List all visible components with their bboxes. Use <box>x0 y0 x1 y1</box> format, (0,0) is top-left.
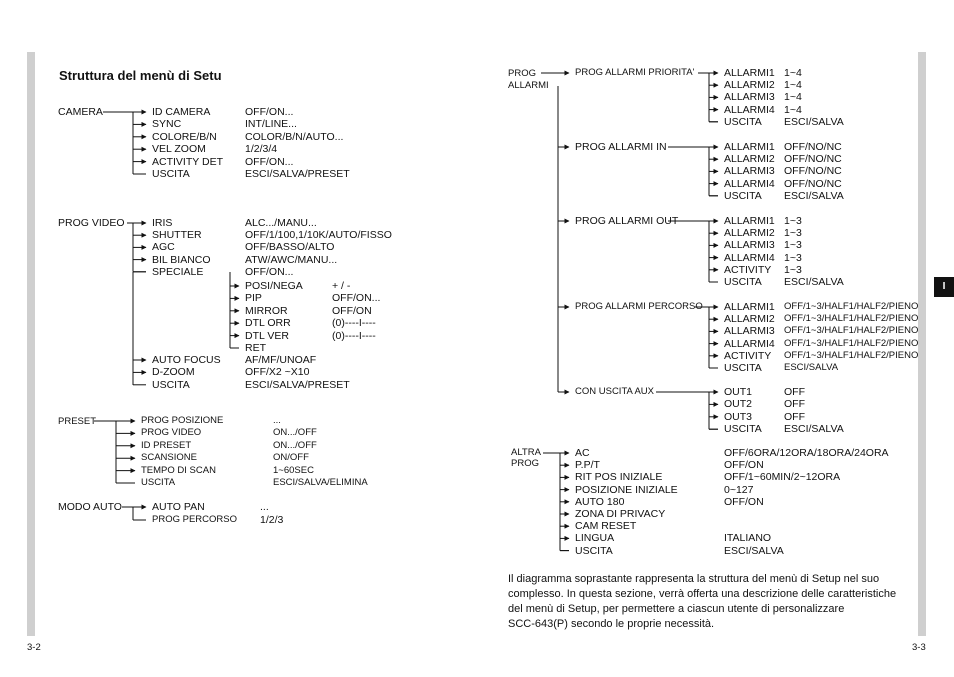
menu-item-value: ON/OFF <box>273 452 309 464</box>
page-number-right: 3-3 <box>912 642 926 653</box>
menu-item-label: USCITA <box>152 168 190 180</box>
menu-item-value: OFF/ON... <box>245 265 294 278</box>
menu-item-label: USCITA <box>152 378 190 391</box>
menu-item-label: DTL ORR <box>245 317 291 330</box>
menu-root-altra-prog: ALTRA <box>511 447 541 458</box>
menu-item-label: POSI/NEGA <box>245 280 303 292</box>
menu-item-value: ON.../OFF <box>273 439 317 451</box>
menu-item-label: ALLARMI3 <box>724 165 775 178</box>
menu-item-value: INT/LINE... <box>245 118 297 131</box>
menu-item-label: D-ZOOM <box>152 366 195 379</box>
menu-item-value: OFF/1~60MIN/2~12ORA <box>724 471 841 484</box>
section-tab: I <box>934 277 954 297</box>
menu-item-label: AUTO 180 <box>575 495 625 508</box>
menu-item-label: CAM RESET <box>575 520 637 533</box>
menu-root-altra-prog-line2: PROG <box>511 458 539 469</box>
menu-item-value: 1~4 <box>784 91 802 104</box>
submenu-priorita: PROG ALLARMI PRIORITA' <box>575 67 695 78</box>
menu-item-label: SCANSIONE <box>141 452 197 464</box>
menu-item-label: ALLARMI1 <box>724 301 775 313</box>
menu-item-label: AUTO FOCUS <box>152 354 221 366</box>
menu-item-label: SPECIALE <box>152 265 204 278</box>
menu-item-label: PROG POSIZIONE <box>141 415 224 426</box>
menu-item-value: ITALIANO <box>724 532 772 545</box>
menu-item-label: ALLARMI1 <box>724 215 775 227</box>
menu-root-prog-allarmi-line2: ALLARMI <box>508 80 549 91</box>
menu-item-label: USCITA <box>724 362 762 374</box>
paragraph-line: Il diagramma soprastante rappresenta la struttura del menù di Setup nel suo <box>508 573 880 585</box>
menu-item-label: AUTO PAN <box>152 501 205 513</box>
menu-item-label: ID PRESET <box>141 439 192 451</box>
menu-item-value: OFF/ON... <box>245 106 294 118</box>
menu-item-label: USCITA <box>724 115 762 128</box>
paragraph-line: complesso. In questa sezione, verrà offerta una descrizione delle caratteristiche <box>508 588 897 600</box>
menu-item-value: ESCI/SALVA <box>784 189 844 202</box>
menu-item-label: ALLARMI2 <box>724 79 775 92</box>
menu-item-value: 1~4 <box>784 103 802 116</box>
menu-item-label: SYNC <box>152 118 182 131</box>
menu-item-value: OFF/NO/NC <box>784 141 842 153</box>
menu-item-value: (0)----I---- <box>332 317 376 330</box>
menu-item-label: IRIS <box>152 217 173 229</box>
menu-item-value: + / - <box>332 280 351 292</box>
menu-item-label: ALLARMI3 <box>724 325 775 338</box>
menu-item-value: 1~3 <box>784 227 802 240</box>
menu-root-camera: CAMERA <box>58 106 103 118</box>
paragraph-line: del menù di Setup, per permettere a ciascun utente di personalizzare <box>508 603 845 615</box>
menu-item-value: OFF/1~3/HALF1/HALF2/PIENO <box>784 349 919 361</box>
menu-item-label: USCITA <box>724 189 762 202</box>
menu-item-value: AF/MF/UNOAF <box>245 354 317 366</box>
menu-item-label: P.P/T <box>575 459 600 472</box>
menu-item-label: OUT2 <box>724 398 753 411</box>
menu-item-label: ALLARMI4 <box>724 177 775 190</box>
menu-item-value: 1~60SEC <box>273 464 314 476</box>
menu-item-value: 1~4 <box>784 79 802 92</box>
menu-item-value: 1~3 <box>784 263 802 276</box>
menu-item-label: ACTIVITY DET <box>152 155 223 168</box>
menu-item-value: OFF/NO/NC <box>784 153 842 166</box>
submenu-in: PROG ALLARMI IN <box>575 141 667 153</box>
menu-item-value: (0)----I---- <box>332 329 376 342</box>
menu-item-label: AC <box>575 447 590 459</box>
page-number-left: 3-2 <box>27 642 41 653</box>
menu-item-value: ... <box>260 501 269 513</box>
menu-item-label: TEMPO DI SCAN <box>141 464 216 476</box>
menu-item-value: ESCI/SALVA <box>724 544 784 557</box>
menu-item-value: OFF/ON <box>332 304 372 317</box>
menu-item-value: 1~3 <box>784 215 802 227</box>
menu-item-value: ESCI/SALVA <box>784 362 839 373</box>
menu-item-label: RIT POS INIZIALE <box>575 471 663 484</box>
menu-item-label: ACTIVITY <box>724 263 772 276</box>
menu-item-value: ESCI/SALVA/PRESET <box>245 168 350 180</box>
menu-item-label: PROG PERCORSO <box>152 514 237 525</box>
menu-item-label: ALLARMI1 <box>724 67 775 79</box>
menu-item-value: ESCI/SALVA/PRESET <box>245 378 350 391</box>
menu-item-value: OFF/ON <box>724 459 764 472</box>
menu-item-label: ACTIVITY <box>724 349 772 362</box>
menu-item-value: OFF/1~3/HALF1/HALF2/PIENO <box>784 301 919 312</box>
paragraph-line: SCC-643(P) secondo le proprie necessità. <box>508 618 715 630</box>
menu-item-value: COLOR/B/N/AUTO... <box>245 130 344 143</box>
submenu-out: PROG ALLARMI OUT <box>575 215 679 227</box>
menu-item-value: OFF/ON... <box>332 292 381 305</box>
menu-item-value: OFF/X2 ~X10 <box>245 366 310 379</box>
menu-item-label: ALLARMI2 <box>724 227 775 240</box>
menu-item-label: MIRROR <box>245 304 288 317</box>
menu-item-label: RET <box>245 342 266 354</box>
menu-item-value: 1~3 <box>784 239 802 252</box>
menu-item-label: ALLARMI4 <box>724 103 775 116</box>
menu-item-label: ZONA DI PRIVACY <box>575 508 666 520</box>
menu-item-value: ... <box>273 415 281 426</box>
menu-item-value: ALC.../MANU... <box>245 217 317 229</box>
menu-item-label: USCITA <box>724 276 762 288</box>
menu-item-label: SHUTTER <box>152 229 202 242</box>
menu-root-preset: PRESET <box>58 416 97 427</box>
menu-item-label: OUT1 <box>724 386 753 398</box>
menu-item-value: OFF <box>784 386 805 398</box>
menu-item-value: OFF/6ORA/12ORA/18ORA/24ORA <box>724 447 889 459</box>
menu-item-label: COLORE/B/N <box>152 130 217 143</box>
menu-item-label: POSIZIONE INIZIALE <box>575 483 678 496</box>
menu-item-value: ESCI/SALVA/ELIMINA <box>273 477 368 488</box>
menu-item-label: ALLARMI1 <box>724 141 775 153</box>
menu-item-value: OFF/1~3/HALF1/HALF2/PIENO <box>784 325 919 337</box>
menu-item-label: DTL VER <box>245 329 289 342</box>
menu-item-label: ALLARMI2 <box>724 313 775 326</box>
menu-item-label: USCITA <box>575 544 613 557</box>
menu-item-label: ALLARMI2 <box>724 153 775 166</box>
menu-item-value: OFF/1~3/HALF1/HALF2/PIENO <box>784 337 919 349</box>
menu-root-prog-allarmi: PROG <box>508 68 536 79</box>
menu-item-label: USCITA <box>724 423 762 436</box>
menu-item-label: OUT3 <box>724 410 753 423</box>
menu-item-label: VEL ZOOM <box>152 143 206 156</box>
menu-item-label: ALLARMI4 <box>724 251 775 264</box>
menu-item-value: ATW/AWC/MANU... <box>245 253 338 266</box>
page-title: Struttura del menù di Setu <box>59 68 222 83</box>
menu-item-label: ALLARMI4 <box>724 337 775 350</box>
menu-item-value: OFF/NO/NC <box>784 165 842 178</box>
menu-item-value: OFF/1/100,1/10K/AUTO/FISSO <box>245 229 392 242</box>
submenu-percorso: PROG ALLARMI PERCORSO <box>575 301 703 312</box>
menu-item-value: OFF/ON... <box>245 155 294 168</box>
menu-item-value: ON.../OFF <box>273 427 317 439</box>
menu-item-value: 1/2/3/4 <box>245 143 278 156</box>
menu-item-value: OFF/1~3/HALF1/HALF2/PIENO <box>784 313 919 325</box>
menu-item-value: OFF/ON <box>724 495 764 508</box>
menu-item-value: 1~3 <box>784 251 802 264</box>
menu-item-label: USCITA <box>141 477 176 488</box>
menu-item-value: 1/2/3 <box>260 514 284 526</box>
menu-item-value: 1~4 <box>784 67 802 79</box>
menu-root-prog-video: PROG VIDEO <box>58 217 125 229</box>
menu-item-label: PIP <box>245 292 262 305</box>
menu-item-label: ID CAMERA <box>152 106 211 118</box>
menu-item-value: ESCI/SALVA <box>784 115 844 128</box>
menu-item-label: BIL BIANCO <box>152 253 211 266</box>
menu-item-value: OFF <box>784 398 805 411</box>
menu-item-value: OFF <box>784 410 805 423</box>
menu-item-label: AGC <box>152 241 175 254</box>
menu-item-value: ESCI/SALVA <box>784 423 844 436</box>
menu-item-value: ESCI/SALVA <box>784 276 844 288</box>
menu-item-value: OFF/NO/NC <box>784 177 842 190</box>
menu-item-label: ALLARMI3 <box>724 239 775 252</box>
menu-item-label: PROG VIDEO <box>141 427 202 439</box>
menu-item-value: OFF/BASSO/ALTO <box>245 241 335 254</box>
menu-item-value: 0~127 <box>724 483 754 496</box>
menu-item-label: ALLARMI3 <box>724 91 775 104</box>
submenu-aux: CON USCITA AUX <box>575 386 655 397</box>
menu-item-label: LINGUA <box>575 532 615 545</box>
menu-root-modo-auto: MODO AUTO <box>58 501 122 513</box>
